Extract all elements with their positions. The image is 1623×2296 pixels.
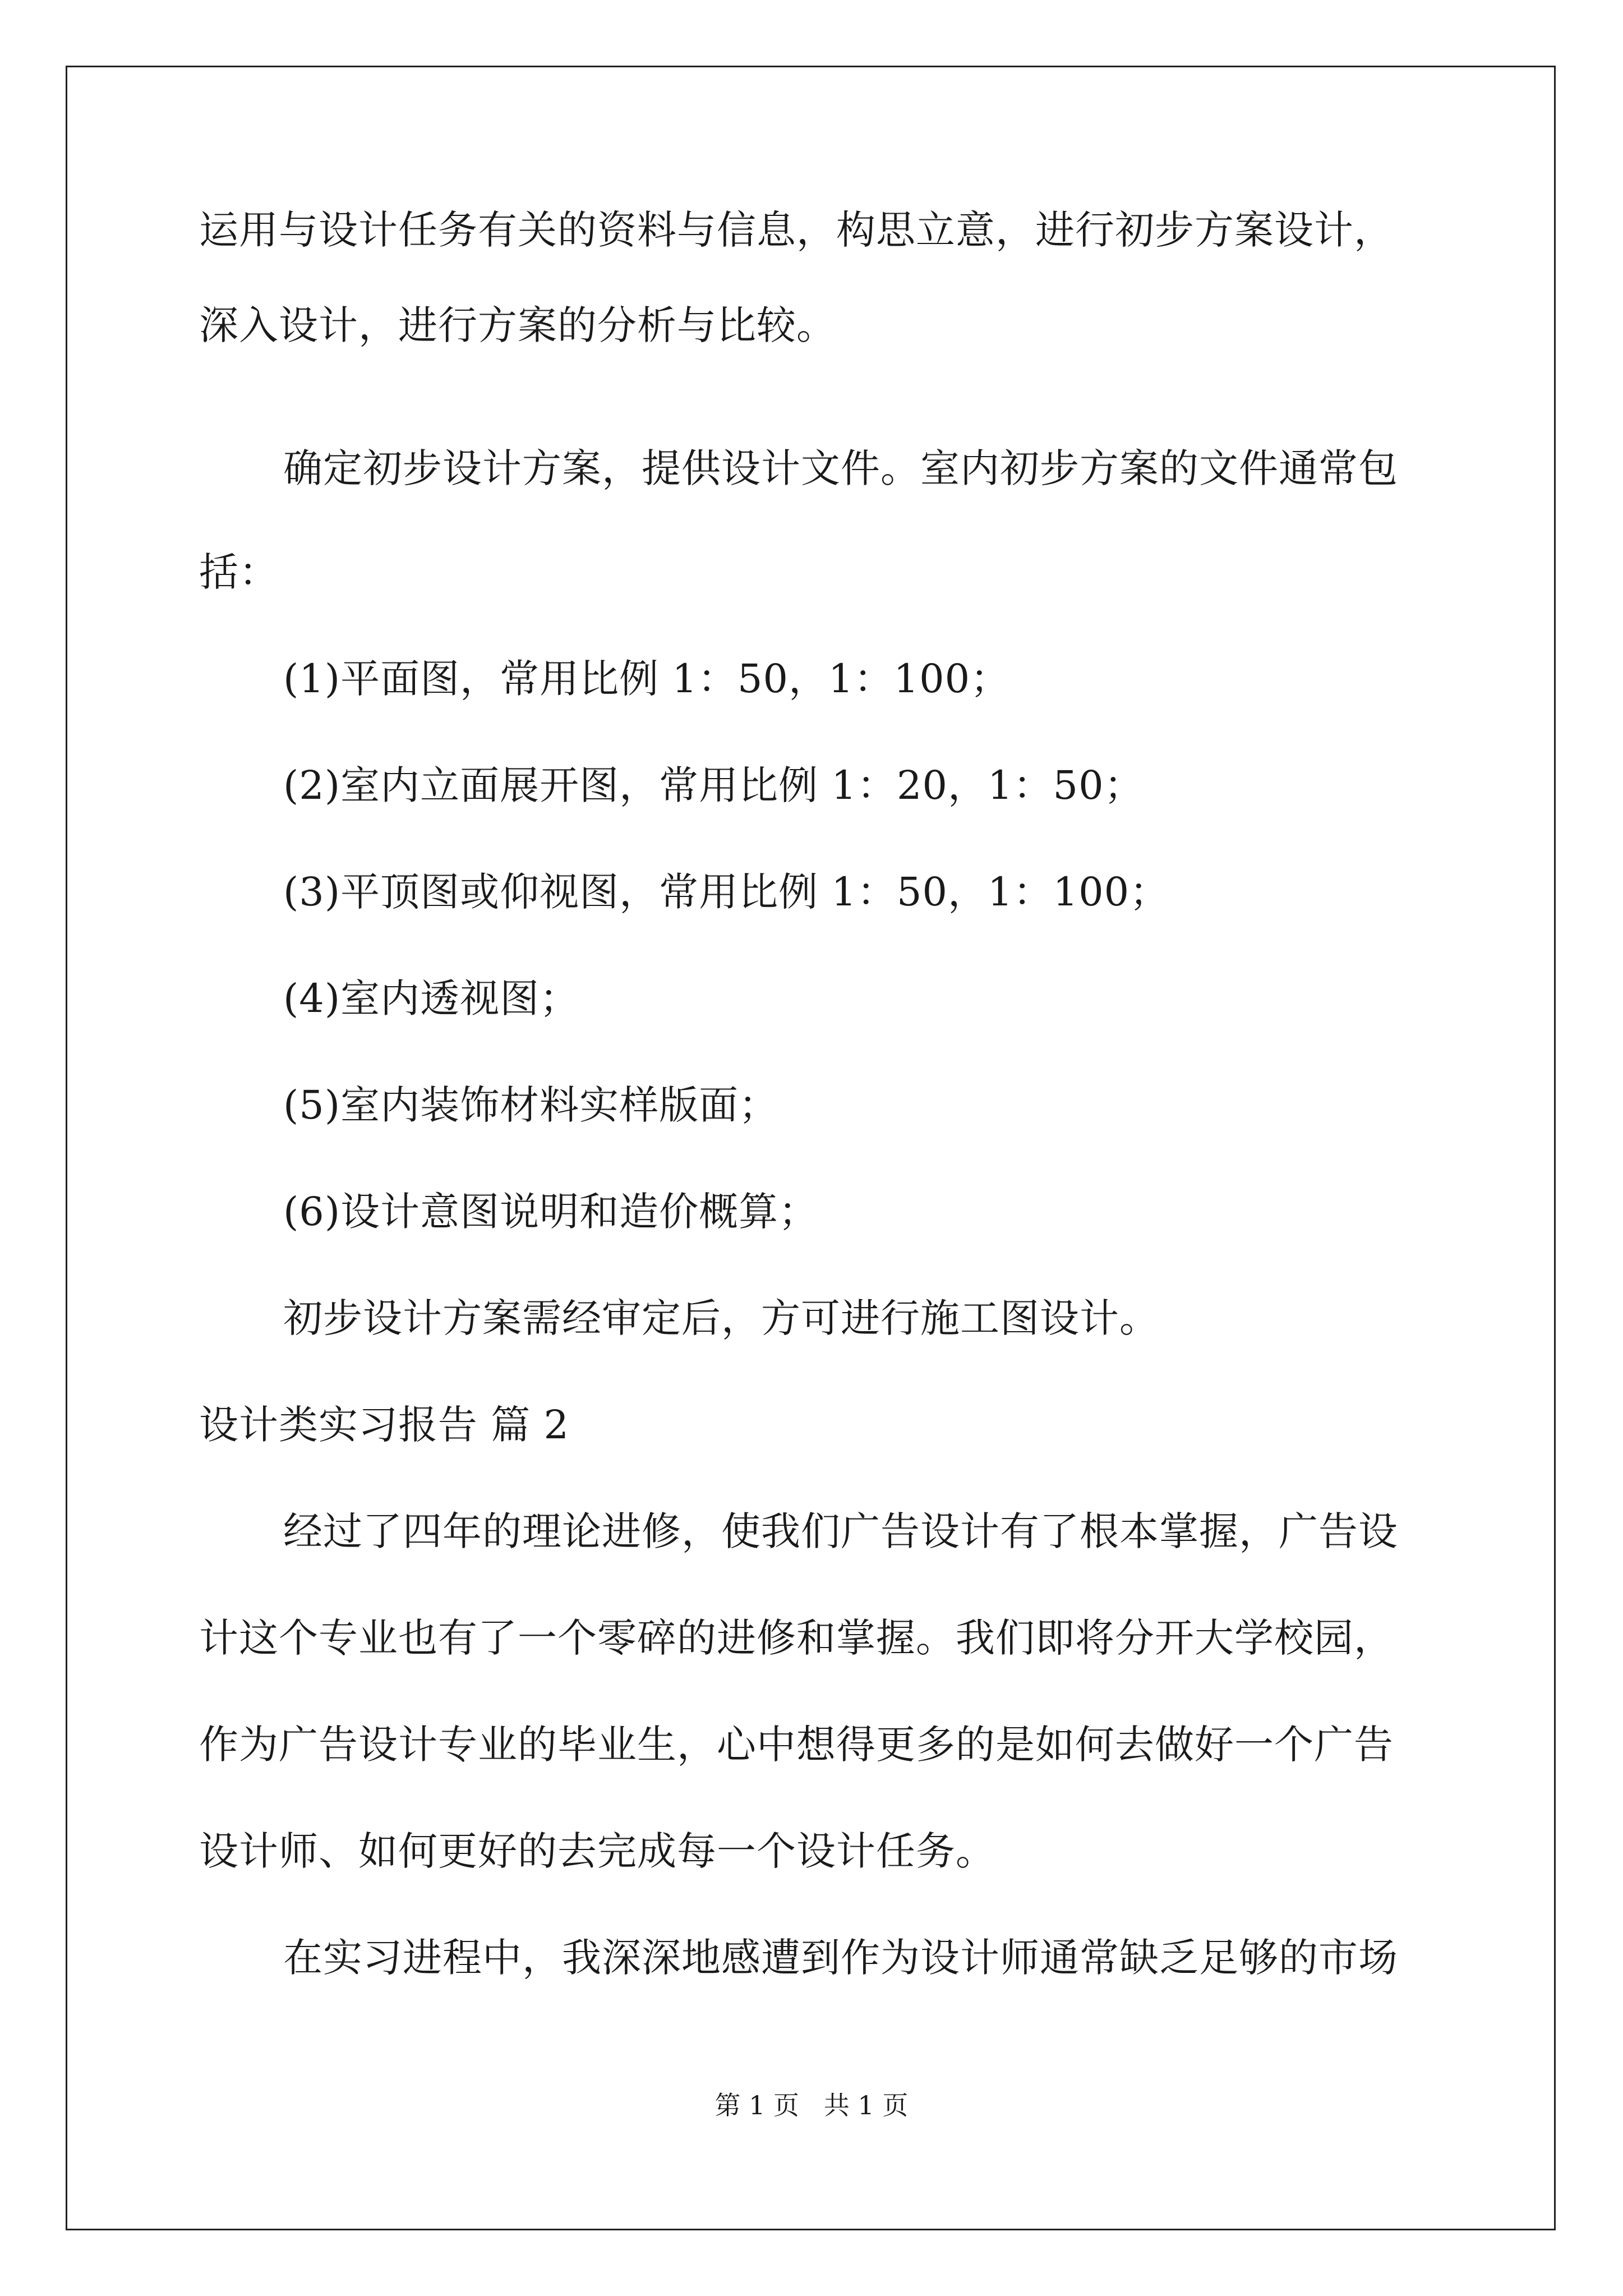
- list-item: (5)室内装饰材料实样版面；: [283, 1082, 779, 1128]
- text-line: 作为广告设计专业的毕业生，心中想得更多的是如何去做好一个广告: [199, 1722, 1394, 1768]
- page-footer: 第 1 页 共 1 页: [714, 2090, 909, 2120]
- text-line: 确定初步设计方案，提供设计文件。室内初步方案的文件通常包: [283, 445, 1398, 491]
- page-border: [66, 66, 1556, 2230]
- text-line: 深入设计，进行方案的分析与比较。: [199, 302, 836, 348]
- list-item: (2)室内立面展开图，常用比例 1：20，1：50；: [283, 762, 1144, 808]
- section-heading: 设计类实习报告 篇 2: [199, 1402, 570, 1448]
- list-item: (4)室内透视图；: [283, 976, 580, 1022]
- list-item: (6)设计意图说明和造价概算；: [283, 1189, 819, 1235]
- text-line: 初步设计方案需经审定后，方可进行施工图设计。: [283, 1295, 1159, 1341]
- text-line: 经过了四年的理论进修，使我们广告设计有了根本掌握，广告设: [283, 1508, 1398, 1554]
- text-line: 括：: [199, 549, 279, 595]
- text-line: 计这个专业也有了一个零碎的进修和掌握。我们即将分开大学校园，: [199, 1615, 1394, 1661]
- list-item: (1)平面图，常用比例 1：50，1：100；: [283, 656, 1011, 702]
- list-item: (3)平顶图或仰视图，常用比例 1：50，1：100；: [283, 869, 1170, 915]
- text-line: 设计师、如何更好的去完成每一个设计任务。: [199, 1828, 995, 1874]
- text-line: 在实习进程中，我深深地感遭到作为设计师通常缺乏足够的市场: [283, 1935, 1398, 1981]
- text-line: 运用与设计任务有关的资料与信息，构思立意，进行初步方案设计，: [199, 207, 1394, 253]
